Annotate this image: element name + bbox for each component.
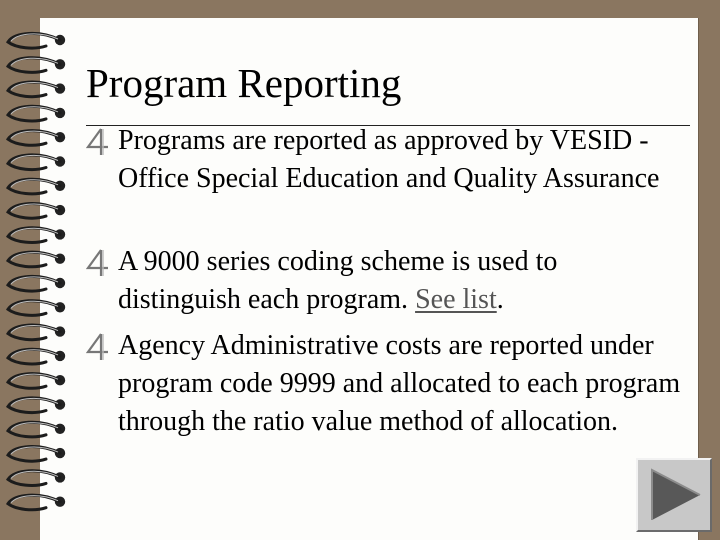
- binding-ring: [8, 495, 65, 510]
- binding-ring: [8, 228, 65, 243]
- bullet-marker-icon: [86, 332, 112, 362]
- next-slide-button[interactable]: [636, 458, 712, 532]
- binding-ring: [8, 447, 65, 462]
- bullet-text-3: Agency Administrative costs are reported under program code 9999 and allocated to each program through the ratio value method of allocation.: [118, 330, 681, 437]
- binding-ring: [8, 301, 65, 316]
- binding-ring: [8, 33, 65, 48]
- binding-ring: [8, 106, 65, 121]
- bullet-item-2: [86, 243, 686, 319]
- binding-ring: [8, 398, 65, 413]
- binding-ring: [8, 374, 65, 389]
- binding-ring: [8, 252, 65, 267]
- binding-ring: [8, 155, 65, 170]
- binding-ring: [8, 204, 65, 219]
- bullet-text-2-start: A 9000 series coding scheme is used to distinguish each program.: [118, 246, 558, 315]
- binding-ring: [8, 422, 65, 437]
- bullet-text-1: Programs are reported as approved by VESID - Office Special Education and Quality Assurance: [118, 125, 660, 194]
- bullet-text-2-end: .: [496, 284, 504, 315]
- bullet-text-2: [86, 243, 686, 319]
- bullet-item-1: [86, 122, 686, 198]
- see-list-link[interactable]: See list: [415, 284, 497, 315]
- binding-ring: [8, 349, 65, 364]
- bullet-marker-icon: [86, 248, 112, 278]
- bullet-marker-icon: [86, 127, 112, 157]
- bullet-item-3: [86, 327, 686, 441]
- binding-ring: [8, 58, 65, 73]
- binding-ring: [8, 131, 65, 146]
- binding-ring: [8, 325, 65, 340]
- play-triangle-icon: [638, 460, 710, 530]
- binding-ring: [8, 179, 65, 194]
- binding-ring: [8, 276, 65, 291]
- binding-ring: [8, 471, 65, 486]
- binding-ring: [8, 82, 65, 97]
- spiral-binding-icon: [0, 20, 80, 520]
- slide-title: Program Reporting: [86, 60, 402, 106]
